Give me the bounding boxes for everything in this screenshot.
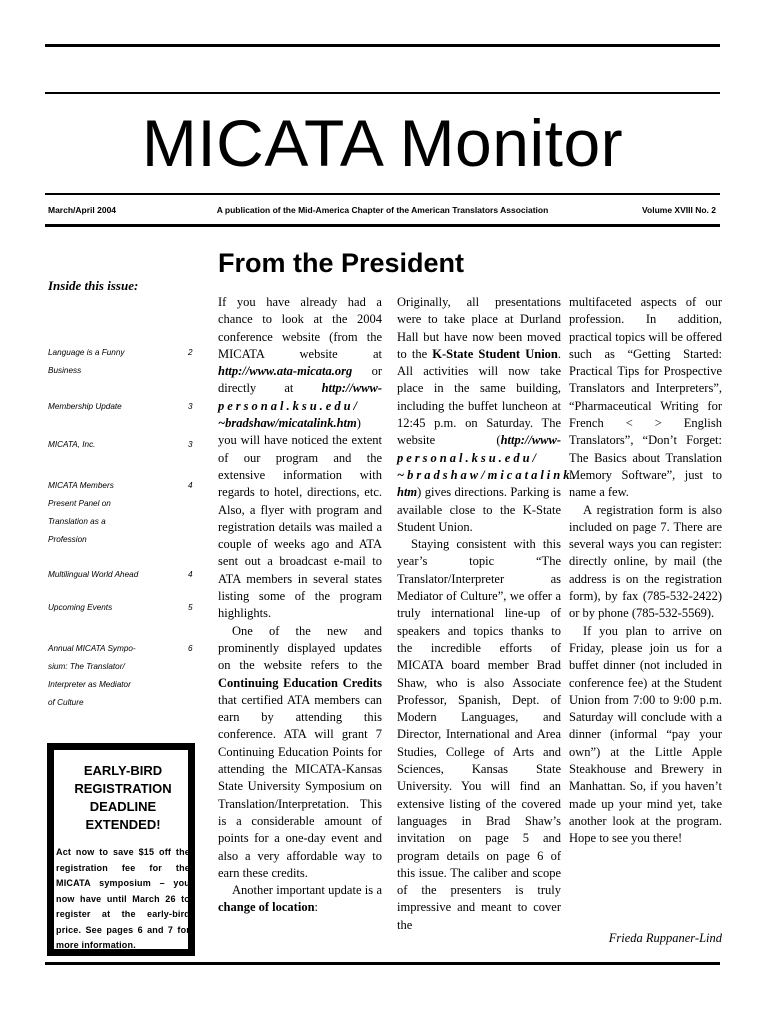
body-text: One of the new and prominently displayed updates on the website refers to the	[218, 623, 382, 673]
inside-issue-heading: Inside this issue:	[48, 278, 139, 293]
toc-item[interactable]	[48, 640, 198, 712]
toc-item-label: Present Panel on	[48, 499, 111, 508]
toc-item-label: sium: The Translator/	[48, 662, 125, 671]
toc-item[interactable]	[48, 344, 198, 380]
toc-item-label: Annual MICATA Sympo-	[48, 644, 136, 653]
toc-item-page: 5	[188, 603, 193, 612]
toc-item[interactable]	[48, 477, 198, 549]
toc-item[interactable]	[48, 566, 198, 584]
body-text: . All activities will now take place in the same building, including the buffet luncheon at 12:45 p.m. on Saturday. The website (	[397, 346, 562, 448]
article-column-2	[397, 294, 579, 934]
toc-item-label: Profession	[48, 535, 87, 544]
website-link[interactable]: personal.ksu.edu/	[218, 398, 360, 413]
body-text: that certified ATA members can earn by attending this conference. ATA will grant 7 Continuing Education Points for attending the MICATA-Kansas State University Symposium on Translation/Interpretation. This is a considerable amount of points for a one-day event and also a very affordable way to earn these credits.	[218, 692, 382, 880]
website-link[interactable]: http://www.ata-micata.org	[218, 364, 353, 379]
toc-item-label: MICATA, Inc.	[48, 440, 96, 449]
toc-item[interactable]	[48, 599, 198, 617]
toc-item-label: Upcoming Events	[48, 603, 113, 612]
toc-item-label: Membership Update	[48, 402, 122, 411]
toc-item-page: 3	[188, 440, 193, 449]
website-link[interactable]: ~bradshaw/micatalink.	[397, 467, 579, 482]
body-text: or directly at	[218, 364, 382, 396]
article-title: From the President	[218, 248, 465, 278]
body-text: Staying consistent with this year’s topic “The Translator/Interpreter as Mediator of Culture”, we offer a truly international line-up of speakers and topics thanks to the incredible efforts of MICATA board member Brad Shaw, who is also Associate Professor, Spanish, Dept. of Modern Languages, and Director, International and Area Studies, College of Arts and Sciences, Kansas State University. You will find an extensive listing of the covered languages in Brad Shaw’s invitation on page 5 and program details on page 6 of this issue. The caliber and scope of the presenters is truly impressive and meant to cover the	[397, 537, 561, 932]
toc-item-page: 4	[188, 570, 193, 579]
body-text: multifaceted aspects of our profession. In addition, practical topics will be offered such as “Getting Started: Practical Tips for Prospective Translators and Interpreters”, “Pharmaceutical Writing for French < > English Translators”, “Don’t Forget: The Basics about Translation Memory Software”, just to name a few.	[569, 295, 722, 500]
toc-item-page: 6	[188, 644, 193, 653]
toc-item-label: Translation as a	[48, 517, 106, 526]
author-signature: Frieda Ruppaner-Lind	[608, 931, 722, 945]
toc-item-page: 3	[188, 402, 193, 411]
early-bird-title: EARLY-BIRD REGISTRATION DEADLINE EXTENDED!	[74, 763, 172, 832]
bold-text: change of location	[218, 900, 315, 915]
body-text: ) you will have noticed the extent of our program and the extensive information with regards to hotel, directions, etc. Also, a flyer with program and registration details was mailed a couple of weeks ago and ATA sent out a broadcast e-mail to ATA members in several states listing some of the program highlights.	[218, 416, 382, 621]
body-text: ) gives directions. Parking is available close to the K-State Student Union.	[397, 485, 561, 534]
volume-number: Volume XVIII No. 2	[642, 205, 716, 215]
bottom-rule	[45, 962, 720, 965]
toc-item-label: of Culture	[48, 698, 84, 707]
website-link[interactable]: personal.ksu.edu/	[397, 450, 539, 465]
website-link[interactable]: http://www-	[321, 381, 382, 396]
top-rule	[45, 44, 720, 47]
early-bird-body: Act now to save $15 off the registration fee for the MICATA symposium – you now have until March 26 to register at the early-bird price. See pages 6 and 7 for more information.	[56, 847, 190, 950]
body-text: If you have already had a chance to look at the 2004 conference website (from the MICATA website at	[218, 295, 382, 361]
toc-item-label: Multilingual World Ahead	[48, 570, 139, 579]
masthead-bottom-rule	[45, 193, 720, 195]
masthead-top-rule	[45, 92, 720, 94]
toc-item-label: MICATA Members	[48, 481, 114, 490]
toc-item[interactable]	[48, 436, 198, 454]
body-text: Originally, all presentations were to take place at Durland Hall but have now been moved to the	[397, 295, 561, 361]
toc-item-label: Language is a Funny	[48, 348, 125, 357]
toc-item-label: Interpreter as Mediator	[48, 680, 131, 689]
publication-line: A publication of the Mid-America Chapter of the American Translators Association	[216, 205, 549, 215]
issue-date: March/April 2004	[48, 205, 117, 215]
article-column-1	[218, 294, 382, 917]
early-bird-box	[47, 743, 195, 956]
website-link[interactable]: ~bradshaw/micatalink.htm	[218, 416, 357, 431]
website-link[interactable]: htm	[397, 485, 418, 500]
article-column-3	[569, 294, 722, 848]
bold-text: Continuing Education Credits	[218, 675, 382, 690]
toc-item-page: 2	[188, 348, 193, 357]
toc-item[interactable]	[48, 398, 198, 416]
website-link[interactable]: http://www-	[500, 433, 561, 448]
body-text: A registration form is also included on page 7. There are several ways you can register: directly online, by mail (the address is on the registration form), by fax (785-532-2422) or by phone (785-532-5569).	[569, 502, 722, 621]
body-text: If you plan to arrive on Friday, please join us for a buffet dinner (not included in conference fee) at the Student Union from 7:00 to 9:00 p.m. Saturday will conclude with a dinner (informal “pay your own”) at the Little Apple Steakhouse and Brewery in Manhattan. So, if you haven’t made up your mind yet, take another look at the program. Hope to see you there!	[569, 623, 722, 846]
body-text: :	[314, 900, 319, 915]
bold-text: K-State Student Union	[432, 346, 558, 361]
meta-bottom-rule	[45, 224, 720, 227]
masthead-title: MICATA Monitor	[141, 106, 624, 180]
toc-item-label: Business	[48, 366, 82, 375]
body-text: Another important update is a	[232, 883, 382, 898]
toc-item-page: 4	[188, 481, 193, 490]
